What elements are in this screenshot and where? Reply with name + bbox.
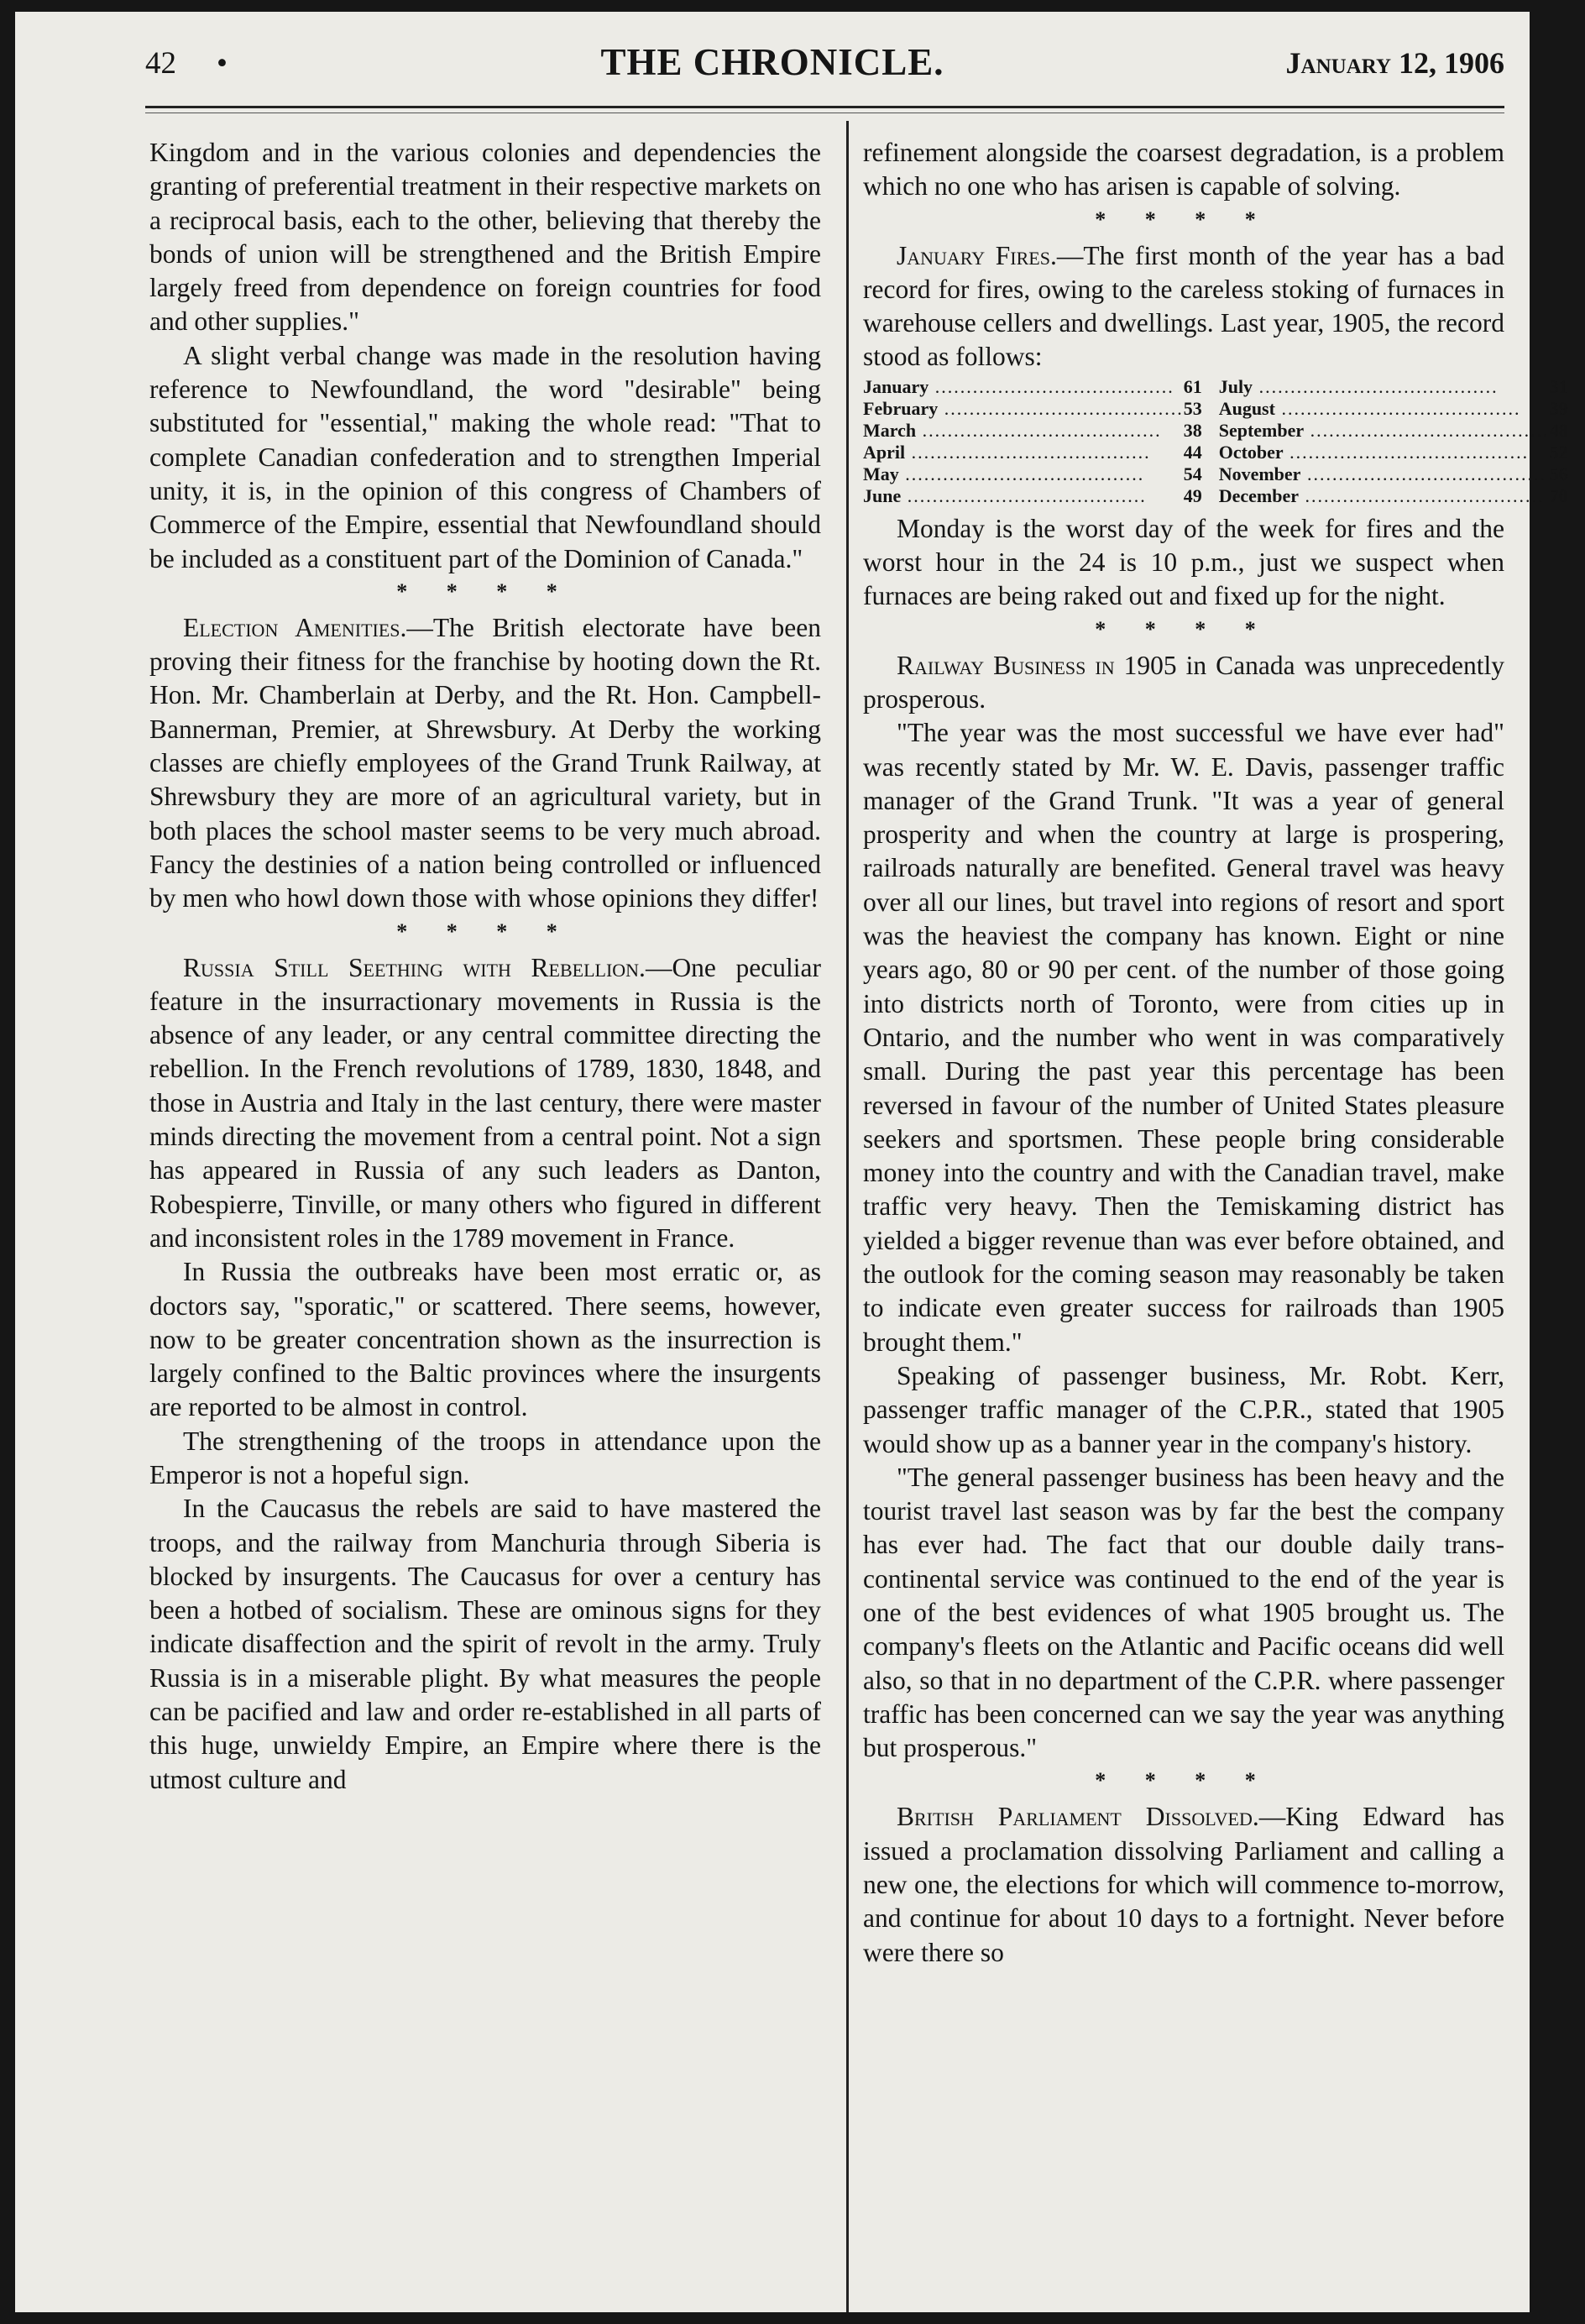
- davis-quote-paragraph: "The year was the most successful we have ever had" was recently stated by Mr. W. E. Davis, passenger traffic manager of the Grand Trunk. "It was a year of general prosperity and when the country at large is prospering, railroads naturally are benefited. General travel was heavy over all our lines, but travel into regions of resort and sport was the heaviest the company has known. Eight or nine years ago, 80 or 90 per cent. of the number of those going into districts north of Toronto, were from cities up in Ontario, and the number who went in was comparatively small. During the past year this percentage has been reversed in favour of the number of United States pleasure seekers and sportsmen. These people bring considerable money into the country and with the Canadian travel, make traffic very heavy. Then the Temiskaming district has yielded a bigger revenue than was ever before obtained, and the outlook for the coming season may reasonably be taken to indicate even greater success for railroads than 1905 brought them.": [863, 718, 1504, 1357]
- section-separator: * * * *: [396, 919, 574, 944]
- count-cell: [1184, 420, 1219, 442]
- count-cell: [1184, 398, 1219, 420]
- month-cell: [1219, 485, 1550, 507]
- count-cell: [1184, 463, 1219, 485]
- troops-paragraph: The strengthening of the troops in attendance upon the Emperor is not a hopeful sign.: [149, 1426, 821, 1489]
- month-cell: [863, 485, 1184, 507]
- header-rule: [145, 106, 1504, 108]
- election-article: [149, 611, 821, 916]
- month-cell: [863, 442, 1184, 463]
- month-label: July .....: [1219, 376, 1499, 397]
- election-body: —The British electorate have been proving their fitness for the franchise by hooting down the Rt. Hon. Mr. Chamberlain at Derby, and the Rt. Hon. Campbell-Bannerman, Premier, at Shrewsbury. At Derby the working classes are chiefly employees of the Grand Trunk Railway, at Shrewsbury they are more of an agricultural variety, but in both places the school master seems to be very much abroad. Fancy the destinies of a nation being controlled or influenced by men who howl down those with whose opinions they differ!: [149, 612, 822, 913]
- fire-count: 52: [1549, 441, 1568, 463]
- railway-heading: Railway Business in 1905: [897, 650, 1177, 680]
- count-cell: [1184, 442, 1219, 463]
- month-cell: [1219, 442, 1550, 463]
- fires-table-row: [863, 376, 1585, 398]
- month-label: September .....: [1219, 420, 1550, 441]
- fire-count: 56: [1549, 463, 1568, 484]
- month-cell: [1219, 420, 1550, 442]
- header-dot: •: [217, 46, 228, 81]
- month-label: October .....: [1219, 442, 1529, 463]
- issue-date: January 12, 1906: [1285, 46, 1504, 80]
- count-cell: [1184, 376, 1219, 398]
- monday-paragraph: Monday is the worst day of the week for fires and the worst hour in the 24 is 10 p.m., just we suspect when furnaces are being raked out and fixed up for the night.: [863, 513, 1504, 611]
- election-heading: Election Amenities.: [183, 612, 407, 642]
- fire-count: 39: [1549, 397, 1568, 419]
- fire-count: 31: [1549, 375, 1568, 397]
- section-separator: * * * *: [1095, 1768, 1273, 1793]
- month-cell: [863, 376, 1184, 398]
- fires-table-row: [863, 485, 1585, 507]
- month-label: December .....: [1219, 485, 1545, 506]
- month-label: January .....: [863, 376, 1174, 397]
- fire-count: 61: [1183, 375, 1202, 397]
- month-cell: [863, 463, 1184, 485]
- fire-count: 70: [1549, 484, 1568, 506]
- parliament-article: [863, 1800, 1504, 1969]
- count-cell: [1550, 376, 1585, 398]
- month-label: August .....: [1219, 398, 1521, 419]
- column-divider: [846, 121, 849, 2312]
- count-cell: [1550, 442, 1585, 463]
- count-cell: [1184, 485, 1219, 507]
- resolution-paragraph: Kingdom and in the various colonies and dependencies the granting of preferential treatment in their respective markets on a reciprocal basis, each to the other, believing that thereby the bonds of union will be strengthened and the British Empire largely freed from dependence on foreign countries for food and other supplies.": [149, 138, 821, 337]
- newfoundland-paragraph: A slight verbal change was made in the resolution having reference to Newfoundland, the word "desirable" being substituted for "essential," making the whole read: "That to complete Canadian confederation and to strengthen Imperial unity, it is, in the opinion of this congress of Chambers of Commerce of the Empire, essential that Newfoundland should be included as a constituent part of the Dominion of Canada.": [149, 340, 821, 573]
- newspaper-title: THE CHRONICLE.: [600, 41, 944, 83]
- parliament-body: —King Edward has issued a proclamation dissolving Parliament and calling a new one, the elections for which will commence to-morrow, and continue for about 10 days to a fortnight. Never before were there so: [863, 1802, 1504, 1967]
- fires-article: [863, 239, 1504, 374]
- month-cell: [863, 420, 1184, 442]
- newspaper-page: [15, 12, 1568, 2312]
- fires-table-row: [863, 442, 1585, 463]
- kerr-paragraph: Speaking of passenger business, Mr. Robt. Kerr, passenger traffic manager of the C.P.R., stated that 1905 would show up as a banner year in the company's history.: [863, 1360, 1504, 1458]
- refinement-paragraph: refinement alongside the coarsest degradation, is a problem which no one who has arisen is capable of solving.: [863, 138, 1504, 202]
- section-separator: * * * *: [396, 578, 574, 604]
- outbreaks-paragraph: In Russia the outbreaks have been most erratic or, as doctors say, "sporatic," or scattered. There seems, however, now to be greater concentration shown as the insurrection is largely confined to the Baltic provinces where the insurgents are reported to be almost in control.: [149, 1257, 821, 1422]
- month-label: June .....: [863, 485, 1147, 506]
- left-column: [149, 136, 821, 1797]
- fire-count: 48: [1549, 419, 1568, 441]
- fires-body: —The first month of the year has a bad record for fires, owing to the careless stoking of furnaces in warehouse cellers and dwellings. Last year, 1905, the record stood as follows:: [863, 240, 1504, 372]
- caucasus-paragraph: In the Caucasus the rebels are said to have mastered the troops, and the railway from Manchuria through Siberia is blocked by insurgents. The Caucasus for over a century has been a hotbed of socialism. These are ominous signs for they indicate disaffection and the spirit of revolt in the army. Truly Russia is in a miserable plight. By what measures the people can be pacified and law and order re-established in all parts of this huge, unwieldy Empire, an Empire where there is the utmost culture and: [149, 1494, 821, 1794]
- month-label: May .....: [863, 463, 1144, 484]
- month-label: February .....: [863, 398, 1184, 419]
- passenger-quote-paragraph: "The general passenger business has been heavy and the tourist travel last season was by far the best the company has ever had. The fact that our double daily trans-continental service was continued to the end of the year is one of the best evidences of what 1905 brought us. The company's fleets on the Atlantic and Pacific oceans did well also, so that in no department of the C.P.R. where passenger traffic has been concerned can we say the year was anything but prosperous.": [863, 1462, 1504, 1763]
- page-number: 42: [145, 46, 176, 81]
- section-separator: * * * *: [1095, 207, 1273, 232]
- fire-count: 53: [1183, 397, 1202, 419]
- fire-count: 38: [1183, 419, 1202, 441]
- count-cell: [1550, 485, 1585, 507]
- parliament-heading: British Parliament Dissolved.: [897, 1802, 1259, 1832]
- fires-heading: January Fires.: [897, 240, 1057, 270]
- month-cell: [863, 398, 1184, 420]
- page-header: [15, 12, 1530, 113]
- fire-count: 54: [1183, 463, 1202, 484]
- month-label: March .....: [863, 420, 1162, 441]
- month-cell: [1219, 376, 1550, 398]
- railway-article: [863, 649, 1504, 717]
- fires-table-row: [863, 420, 1585, 442]
- fire-count: 49: [1183, 484, 1202, 506]
- month-cell: [1219, 463, 1550, 485]
- section-separator: * * * *: [1095, 616, 1273, 641]
- month-label: November .....: [1219, 463, 1546, 484]
- fires-table-row: [863, 463, 1585, 485]
- fires-table: [863, 376, 1585, 507]
- count-cell: [1550, 463, 1585, 485]
- count-cell: [1550, 420, 1585, 442]
- month-cell: [1219, 398, 1550, 420]
- count-cell: [1550, 398, 1585, 420]
- russia-body: —One peculiar feature in the insurractionary movements in Russia is the absence of any leader, or any central committee directing the rebellion. In the French revolutions of 1789, 1830, 1848, and those in Austria and Italy in the last century, there were master minds directing the movement from a central point. Not a sign has appeared in Russia of any such leaders as Danton, Robespierre, Tinville, or many others who figured in different and inconsistent roles in the 1789 movement in France.: [149, 952, 821, 1253]
- fire-count: 44: [1183, 441, 1202, 463]
- right-column: [863, 136, 1568, 1970]
- month-label: April .....: [863, 442, 1151, 463]
- fires-table-row: [863, 398, 1585, 420]
- railway-body: in Canada was unprecedently prosperous.: [863, 650, 1504, 714]
- russia-heading: Russia Still Seething with Rebellion.: [183, 952, 646, 982]
- russia-article: [149, 951, 821, 1256]
